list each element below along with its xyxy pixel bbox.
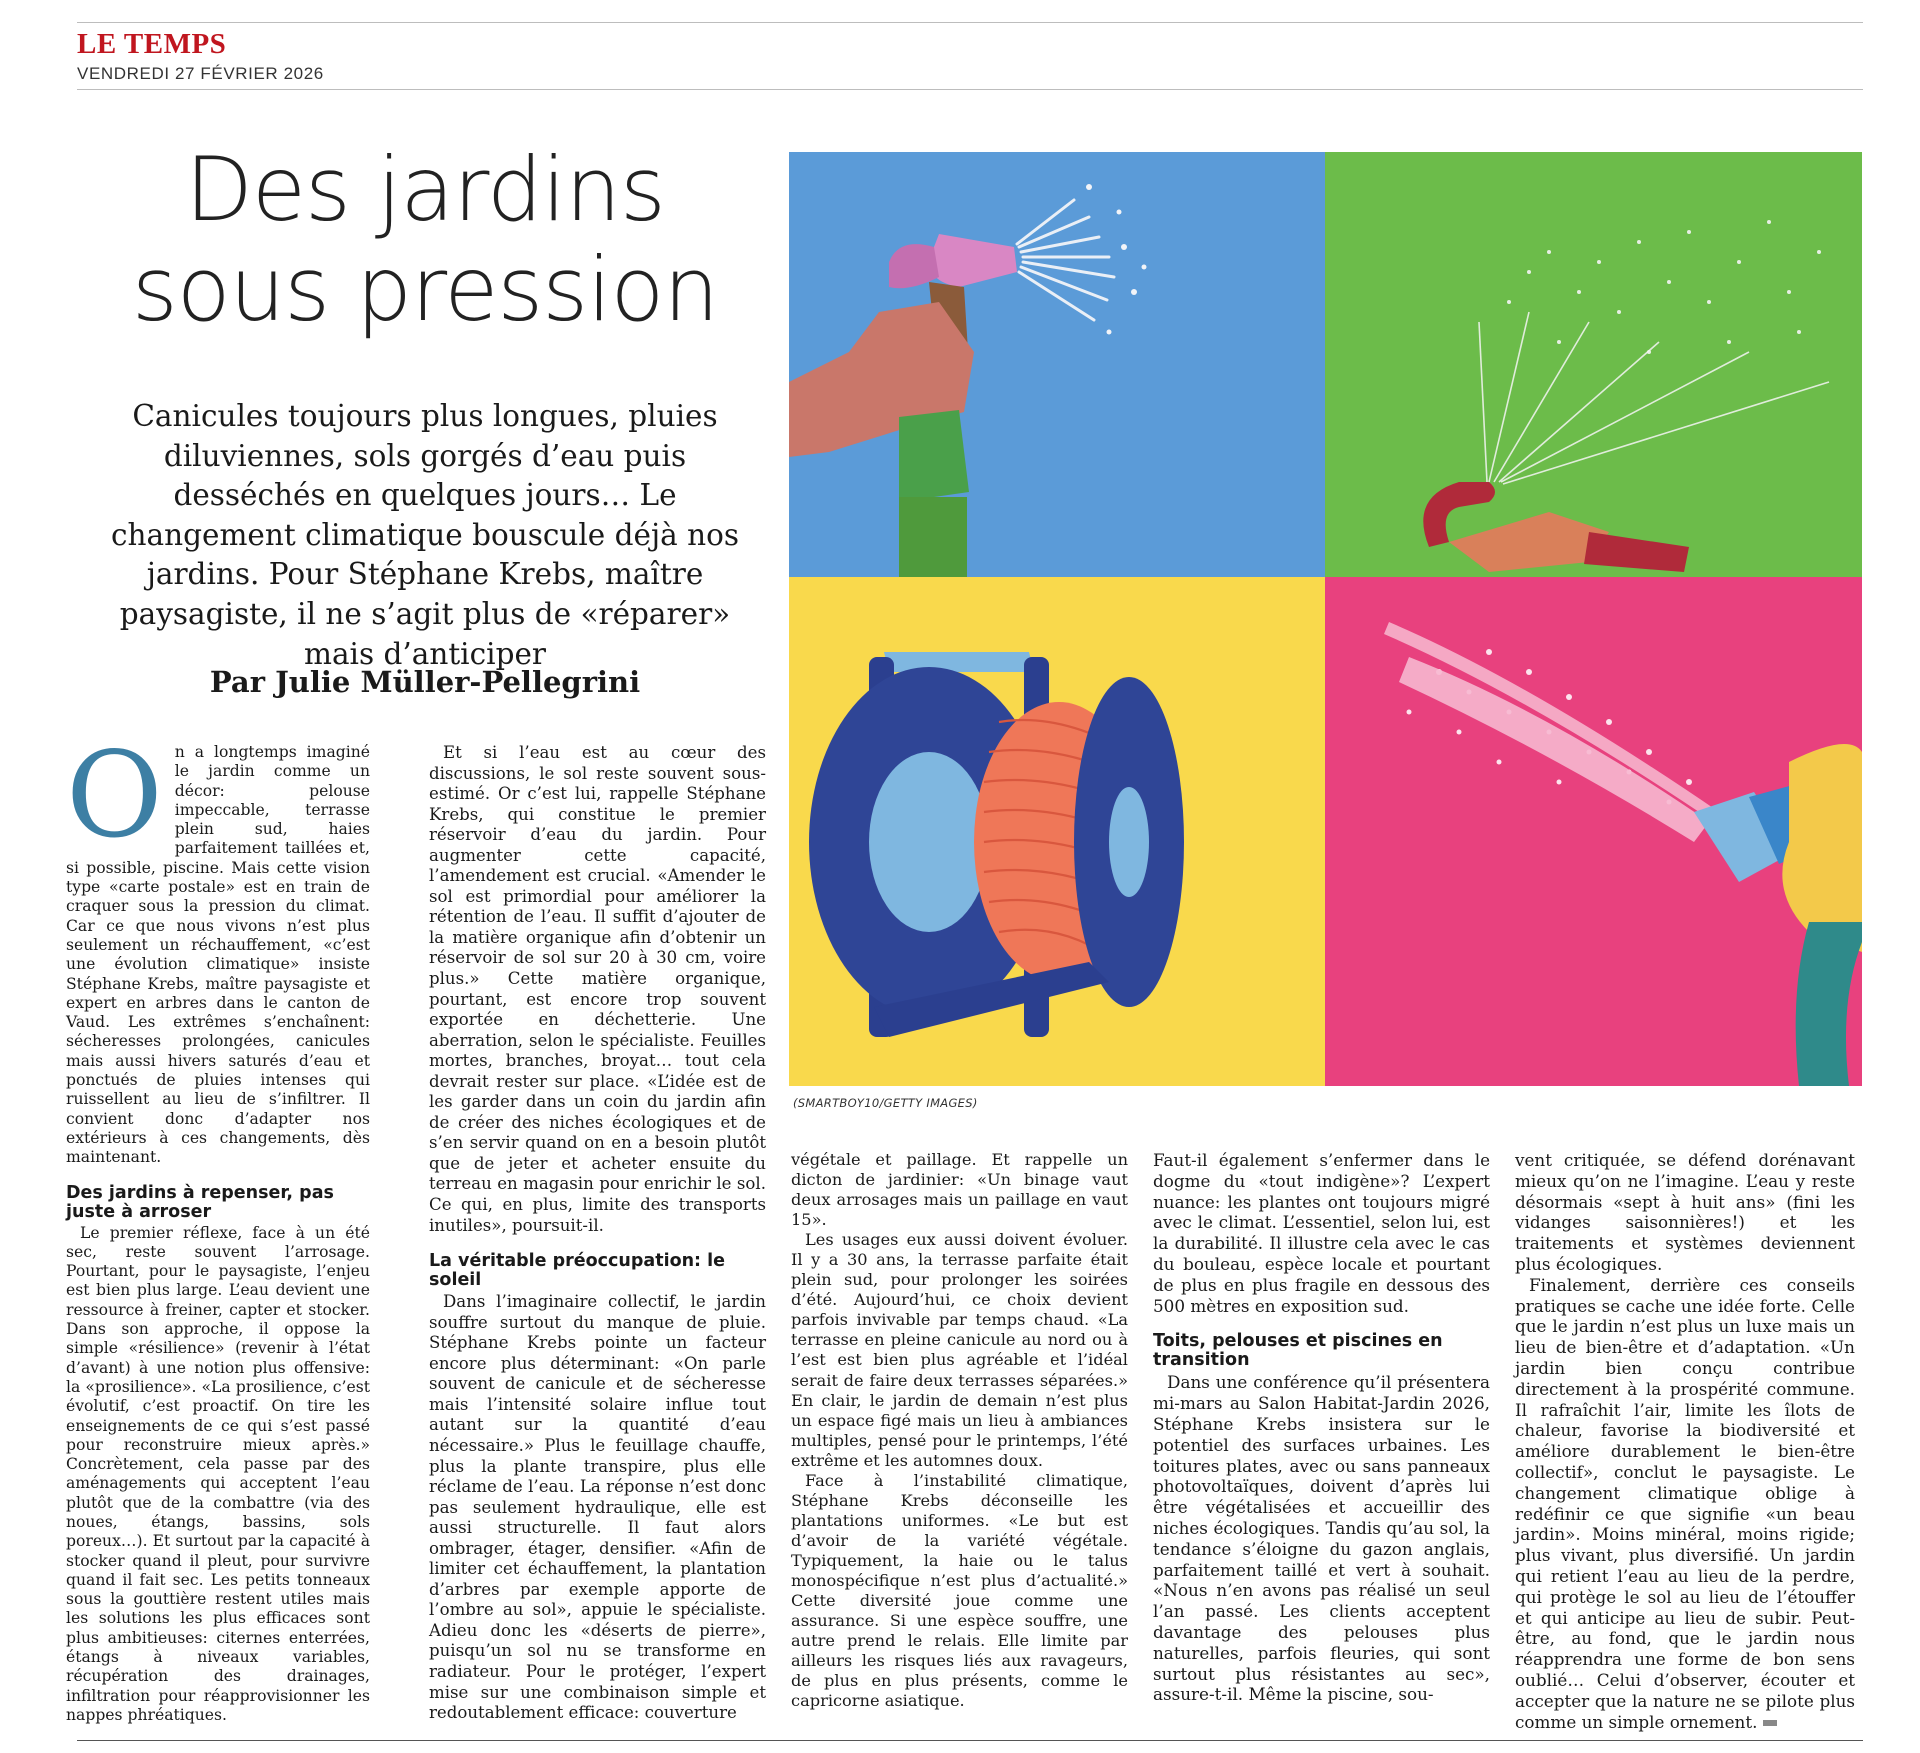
paragraph: Et si l’eau est au cœur des discussions, le sol reste souvent sous-estimé. Or c’est lui, rappelle Stéphane Krebs, qui constitue le premier réservoir d’eau du jardin. Pour augmenter cette capacité, l’amendement est crucial. «Amender le sol est primordial pour améliorer la rétention de l’eau. Il suffit d’ajouter de la matière organique afin d’obtenir un réservoir de sol sur 20 à 30 cm, voire plus.» Cette matière organique, pourtant, est encore trop souvent exportée en déchetterie. Une aberration, selon le spécialiste. Feuilles mortes, branches, broyat… tout cela devrait rester sur place. «L’idée est de les garder dans un coin du jardin afin de créer des niches écologiques et de s’en servir quand on en a besoin plutôt que de jeter et acheter ensuite du terreau en magasin pour enrichir le sol. Ce qui, en plus, limite des transports inutiles», poursuit-il. bbox=[429, 743, 766, 1235]
headline-line-1: Des jardins bbox=[185, 138, 665, 241]
brand-logo: LE TEMPS bbox=[77, 28, 227, 60]
byline: Par Julie Müller-Pellegrini bbox=[209, 665, 641, 699]
paragraph: Dans l’imaginaire collectif, le jardin souffre surtout du manque de pluie. Stéphane Krebs pointe un facteur encore plus déterminant: «On parle souvent de canicule et de sécheresse mais l’intensité solaire influe tout autant sur la quantité d’eau nécessaire.» Plus le feuillage chauffe, plus la plante transpire, plus elle réclame de l’eau. La réponse n’est donc pas seulement hydraulique, elle est aussi structurelle. Il faut alors ombrager, étager, densifier. «Afin de limiter cet échauffement, la plantation d’arbres par exemple apporte de l’ombre au sol», appuie le spécialiste. Adieu donc les «déserts de pierre», puisqu’un sol nu se transforme en radiateur. Pour le protéger, l’expert mise sur une combinaison simple et redoutablement efficace: couverture bbox=[429, 1292, 766, 1723]
issue-date: VENDREDI 27 FÉVRIER 2026 bbox=[77, 64, 324, 83]
illustration bbox=[789, 152, 1862, 1086]
paragraph: végétale et paillage. Et rappelle un dicton de jardinier: «Un binage vaut deux arrosages mais un paillage en vaut 15». bbox=[791, 1150, 1128, 1230]
bottom-rule bbox=[77, 1740, 1863, 1741]
column-1 bbox=[66, 726, 370, 1725]
image-credit: (SMARTBOY10/GETTY IMAGES) bbox=[793, 1096, 978, 1110]
subheading: Toits, pelouses et piscines en transition bbox=[1153, 1331, 1443, 1371]
paragraph: Face à l’instabilité climatique, Stéphane Krebs déconseille les plantations uniformes. «Le but est d’avoir de la variété végétale. Typiquement, la haie ou le talus monospécifique n’est plus d’actualité.» Cette diversité joue comme une assurance. Si une espèce souffre, une autre prend le relais. Elle limite par ailleurs les risques liés aux ravageurs, de plus en plus présents, comme le capricorne asiatique. bbox=[791, 1470, 1128, 1711]
column-3 bbox=[791, 1150, 1128, 1711]
paragraph: Faut-il également s’enfermer dans le dogme du «tout indigène»? L’expert nuance: les plantes ont toujours migré avec le climat. L’essentiel, selon lui, est la durabilité. Il illustre cela avec le cas du bouleau, espèce locale et pourtant de plus en plus fragile en dessous des 500 mètres en exposition sud. bbox=[1153, 1150, 1490, 1316]
end-mark bbox=[1763, 1720, 1777, 1726]
closing-text: Finalement, derrière ces conseils pratiques se cache une idée forte. Celle que le jardin n’est plus un luxe mais un lieu de bien-être et d’adaptation. «Un jardin bien conçu contribue directement à la prospérité commune. Il rafraîchit l’air, limite les îlots de chaleur, favorise la biodiversité et améliore durablement le bien-être collectif», conclut le paysagiste. Le changement climatique oblige à redéfinir ce que signifie «un beau jardin». Moins minéral, moins rigide; plus vivant, plus diversifié. Un jardin qui retient l’eau au lieu de la perdre, qui protège le sol au lieu de l’étouffer et qui anticipe au lieu de subir. Peut-être, au fond, que le jardin nous réapprendra une forme de bon sens oublié… Celui d’observer, écouter et accepter que la nature ne se pilote plus comme un simple ornement. bbox=[1515, 1274, 1855, 1732]
hose-reel-icon bbox=[809, 652, 1184, 1037]
panel-green bbox=[1325, 152, 1862, 577]
masthead-rule bbox=[77, 89, 1863, 90]
paragraph: Le premier réflexe, face à un été sec, reste souvent l’arrosage. Pourtant, pour le paysagiste, l’enjeu est bien plus large. L’eau devient une ressource à freiner, capter et stocker. Dans son approche, il oppose la simple «résilience» (revenir à l’état d’avant) à une notion plus offensive: la «prosilience». «La prosilience, c’est évolutif, c’est proactif. On tire les enseignements de ce qui s’est passé pour reconstruire mieux après.» Concrètement, cela passe par des aménagements qui acceptent l’eau plutôt que de la combattre (via des noues, étangs, bassins, sols poreux…). Et surtout par la capacité à stocker quand il pleut, pour survivre quand il fait sec. Les petits tonneaux sous la gouttière restent utiles mais les solutions les plus efficaces sont plus ambitieuses: citernes enterrées, étangs à niveaux variables, récupération des drainages, infiltration pour réapprovisionner les nappes phréatiques. bbox=[66, 1223, 370, 1724]
paragraph: Les usages eux aussi doivent évoluer. Il y a 30 ans, la terrasse parfaite était plein sud, pour prolonger les soirées d’été. Aujourd’hui, ce choix devient parfois invivable par temps chaud. «La terrasse en pleine canicule au nord ou à l’est est bien plus agréable et l’idéal serait de faire deux terrasses séparées.» En clair, le jardin de demain n’est plus un espace figé mais un lieu à ambiances multiples, pensé pour le printemps, l’été extrême et les automnes doux. bbox=[791, 1230, 1128, 1470]
top-rule bbox=[77, 22, 1863, 23]
paragraph bbox=[66, 726, 370, 1168]
paragraph bbox=[1515, 1275, 1855, 1733]
headline-line-2: sous pression bbox=[131, 238, 719, 342]
paragraph: Dans une conférence qu’il présentera mi-mars au Salon Habitat-Jardin 2026, Stéphane Krebs insistera sur le potentiel des surfaces urbaines. Les toitures plates, avec ou sans panneaux photovoltaïques, doivent d’après lui être végétalisées et accueillir des niches écologiques. Tandis qu’au sol, la tendance s’éloigne du gazon anglais, parfaitement taillé et vert à souhait. «Nous n’en avons pas réalisé un seul l’an passé. Les clients acceptent davantage des pelouses plus naturelles, parfois fleuries, qui sont surtout plus résistantes au sec», assure-t-il. Même la piscine, sou- bbox=[1153, 1372, 1490, 1705]
column-5 bbox=[1515, 1150, 1855, 1732]
standfirst: Canicules toujours plus longues, pluies diluviennes, sols gorgés d’eau puis desséchés en quelques jours… Le changement climatique bouscule déjà nos jardins. Pour Stéphane Krebs, maître paysagiste, il ne s’agit plus de «réparer» mais d’anticiper bbox=[111, 399, 739, 671]
intro-text: n a longtemps imaginé le jardin comme un décor: pelouse impeccable, terrasse plein sud, haies parfaitement taillées et, si possible, piscine. Mais cette vision type «carte postale» est en train de craquer sous la pression du climat. Car ce que nous vivons n’est plus seulement un réchauffement, «c’est une évolution climatique» insiste Stéphane Krebs, maître paysagiste et expert en arbres dans le canton de Vaud. Les extrêmes s’enchaînent: sécheresses prolongées, canicules mais aussi hivers saturés d’eau et ponctués de pluies intenses qui ruissellent au lieu de s’infiltrer. Il convient donc d’adapter nos extérieurs à ces changements, dès maintenant. bbox=[66, 743, 370, 1167]
headline bbox=[95, 140, 755, 341]
paragraph: vent critiquée, se défend dorénavant mieux qu’on ne l’imagine. L’eau y reste désormais «sept à huit ans» (fini les vidanges saisonnières!) et les traitements et systèmes deviennent plus écologiques. bbox=[1515, 1150, 1855, 1274]
drop-cap: O bbox=[66, 726, 163, 864]
subheading: La véritable préoccupation: le soleil bbox=[429, 1251, 726, 1291]
subheading: Des jardins à repenser, pas juste à arroser bbox=[66, 1182, 334, 1222]
column-4 bbox=[1153, 1150, 1490, 1705]
column-2 bbox=[429, 743, 766, 1724]
